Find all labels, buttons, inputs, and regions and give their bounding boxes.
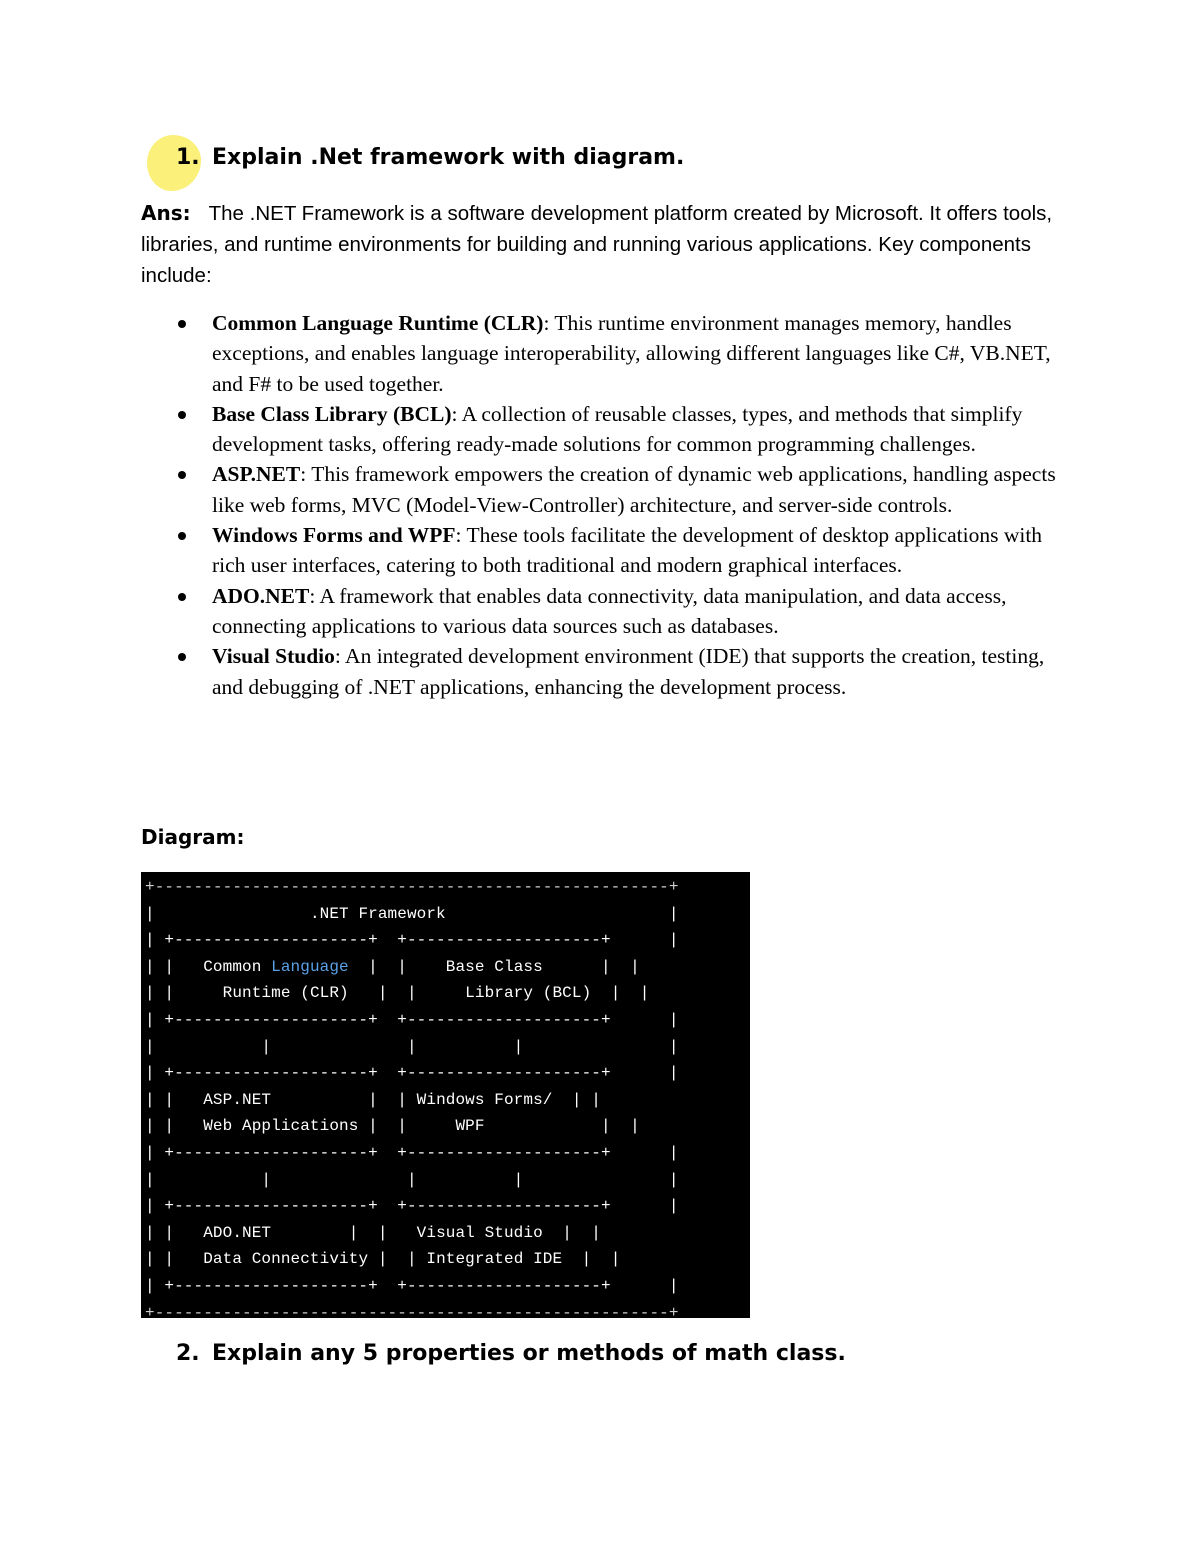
components-list	[176, 308, 1066, 702]
answer-text: The .NET Framework is a software development platform created by Microsoft. It offers tools, libraries, and runtime environments for building and running various applications. Key components include:	[141, 202, 1053, 287]
bullet-icon	[178, 532, 186, 540]
framework-diagram	[141, 872, 750, 1318]
diagram-box-bcl-line1: Base Class	[445, 957, 543, 976]
list-item	[176, 459, 1066, 520]
diagram-box-wpf-line2: WPF	[455, 1117, 485, 1136]
component-desc: : These tools facilitate the development of desktop applications with rich user interfaces, catering to both traditional and modern graphical interfaces.	[212, 523, 1043, 578]
bullet-icon	[178, 320, 186, 328]
diagram-box-bcl-line2: Library (BCL)	[465, 984, 592, 1003]
list-item	[176, 520, 1066, 581]
component-term: ASP.NET	[212, 462, 301, 487]
diagram-box-asp-line1: ASP.NET	[203, 1090, 272, 1109]
diagram-box-vs-line2: Integrated IDE	[426, 1250, 563, 1269]
answer-intro	[141, 198, 1061, 291]
component-desc: : A collection of reusable classes, types, and methods that simplify development tasks, offering ready-made solutions for common programming challenges.	[212, 401, 1023, 457]
component-term: Base Class Library (BCL)	[212, 401, 452, 426]
ascii-diagram: +-----------------------------------------------------+ | .NET Framework | | +--------------------+ +--------------------+ | | | Common Language | | Base Class | | | | Runtime (CLR) | | Library (BCL) | | | +--------------------+ +--------------------+ | | | | | | | +--------------------+ +--------------------+ | | | ASP.NET | | Windows Forms/ | | | | Web Applications | | WPF | | | +--------------------+ +--------------------+ | | | | | | | +--------------------+ +--------------------+ | | | ADO.NET | | Visual Studio | | | | Data Connectivity | | Integrated IDE | | | +--------------------+ +--------------------+ | +-----------------------------------------------------+	[145, 878, 679, 1318]
diagram-box-ado-line2: Data Connectivity	[203, 1250, 369, 1269]
diagram-title: .NET Framework	[309, 904, 446, 923]
list-item	[176, 581, 1066, 642]
list-item	[176, 399, 1066, 460]
component-desc: : This framework empowers the creation of dynamic web applications, handling aspects like web forms, MVC (Model-View-Controller) architecture, and server-side controls.	[212, 462, 1056, 517]
component-desc: : A framework that enables data connectivity, data manipulation, and data access, connecting applications to various data sources such as databases.	[212, 583, 1007, 638]
question-1-title: Explain .Net framework with diagram.	[212, 145, 685, 170]
component-term: Visual Studio	[212, 644, 335, 669]
question-2-heading	[176, 1341, 846, 1366]
component-term: Windows Forms and WPF	[212, 523, 456, 548]
component-desc: : This runtime environment manages memory, handles exceptions, and enables language interoperability, allowing different languages like C#, VB.NET, and F# to be used together.	[212, 311, 1051, 396]
diagram-box-clr-line1: Common	[203, 957, 272, 976]
question-1-number: 1.	[176, 145, 200, 170]
question-1-heading	[176, 145, 684, 170]
list-item	[176, 641, 1066, 702]
diagram-box-clr-line2: Runtime (CLR)	[222, 984, 349, 1003]
list-item	[176, 308, 1066, 399]
diagram-box-vs-line1: Visual Studio	[416, 1223, 543, 1242]
bullet-icon	[178, 593, 186, 601]
question-2-number: 2.	[176, 1341, 200, 1366]
bullet-icon	[178, 471, 186, 479]
answer-label: Ans:	[141, 201, 191, 225]
bullet-icon	[178, 411, 186, 419]
bullet-icon	[178, 653, 186, 661]
component-desc: : An integrated development environment (IDE) that supports the creation, testing, and debugging of .NET applications, enhancing the development process.	[212, 644, 1045, 699]
diagram-box-clr-keyword: Language	[271, 957, 349, 976]
diagram-box-wpf-line1: Windows Forms/	[416, 1090, 553, 1109]
component-term: Common Language Runtime (CLR)	[212, 311, 544, 335]
component-term: ADO.NET	[212, 583, 310, 608]
diagram-label: Diagram:	[141, 825, 245, 849]
diagram-box-ado-line1: ADO.NET	[203, 1223, 272, 1242]
diagram-box-asp-line2: Web Applications	[203, 1117, 359, 1136]
question-2-title: Explain any 5 properties or methods of math class.	[212, 1341, 846, 1366]
